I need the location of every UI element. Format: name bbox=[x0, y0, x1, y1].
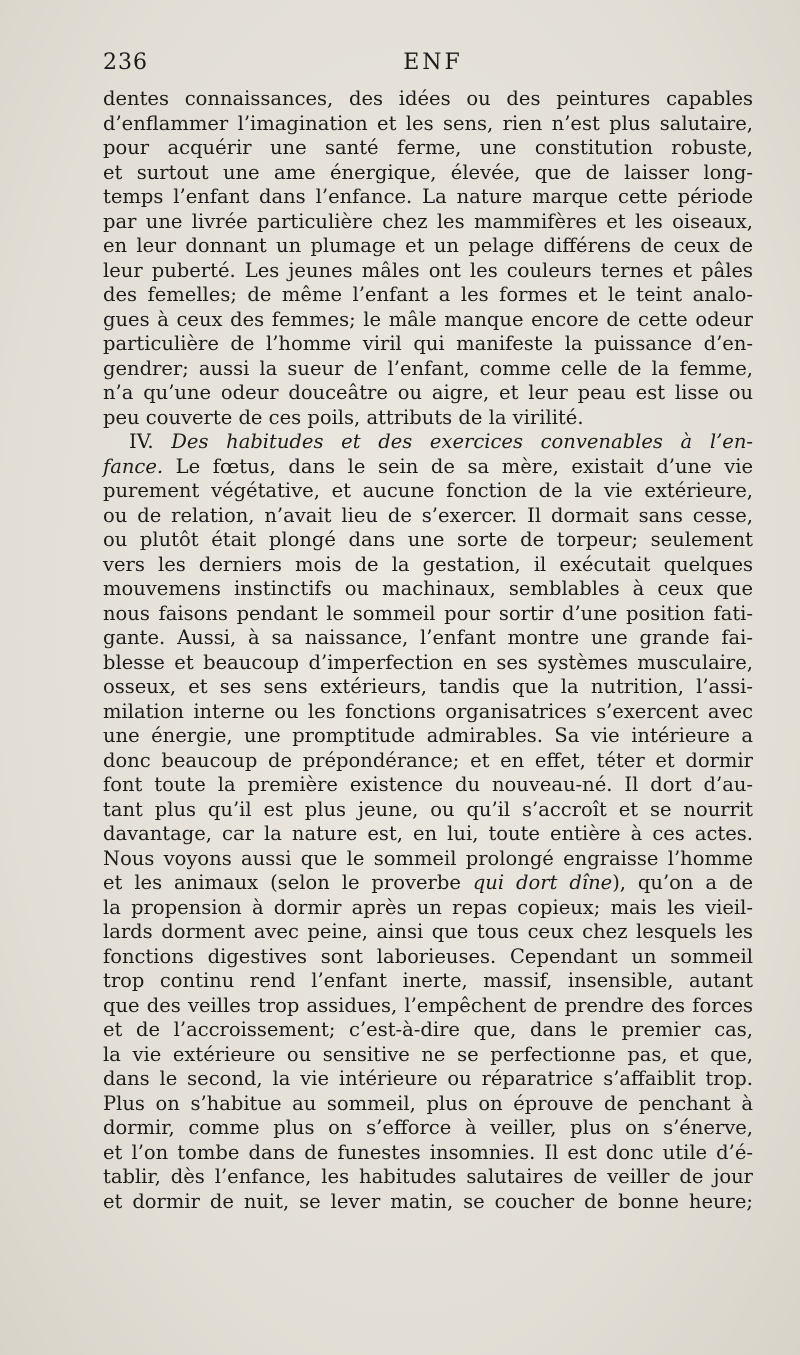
text-segment: ), qu’on a de bbox=[612, 871, 754, 894]
text-line: la vie extérieure ou sensitive ne se perfectionne pas, et que, bbox=[103, 1042, 753, 1066]
text-line: n’a qu’une odeur douceâtre ou aigre, et leur peau est lisse ou bbox=[103, 381, 753, 404]
page-header bbox=[103, 50, 763, 80]
italic-segment: qui dort dîne bbox=[472, 871, 613, 894]
text-line bbox=[103, 455, 753, 480]
text-line: nous faisons pendant le sommeil pour sortir d’une position fati- bbox=[103, 601, 753, 625]
text-line: particulière de l’homme viril qui manifeste la puissance d’en- bbox=[103, 332, 753, 355]
text-line: dans le second, la vie intérieure ou réparatrice s’affaiblit trop. bbox=[103, 1067, 753, 1090]
text-line: pour acquérir une santé ferme, une constitution robuste, bbox=[103, 136, 753, 159]
text-line: blesse et beaucoup d’imperfection en ses systèmes musculaire, bbox=[103, 650, 753, 674]
italic-segment: fance. bbox=[103, 454, 164, 478]
text-line: dentes connaissances, des idées ou des peintures capables bbox=[103, 87, 753, 110]
text-line: mouvemens instinctifs ou machinaux, semblables à ceux que bbox=[103, 577, 753, 600]
text-line: ou de relation, n’avait lieu de s’exercer. Il dormait sans cesse, bbox=[103, 503, 753, 527]
text-line: par une livrée particulière chez les mammifères et les oiseaux, bbox=[103, 209, 753, 233]
text-line: gues à ceux des femmes; le mâle manque encore de cette odeur bbox=[103, 307, 753, 331]
text-line: tablir, dès l’enfance, les habitudes salutaires de veiller de jour bbox=[103, 1165, 753, 1188]
text-line: tant plus qu’il est plus jeune, ou qu’il s’accroît et se nourrit bbox=[103, 797, 753, 821]
italic-segment: Des habitudes et des exercices convenables à l’en- bbox=[171, 430, 753, 453]
text-line: et surtout une ame énergique, élevée, que de laisser long- bbox=[103, 160, 753, 184]
text-line: et l’on tombe dans de funestes insomnies. Il est donc utile d’é- bbox=[103, 1140, 753, 1164]
text-line: gante. Aussi, à sa naissance, l’enfant montre une grande fai- bbox=[103, 626, 753, 649]
text-line: milation interne ou les fonctions organisatrices s’exercent avec bbox=[103, 699, 753, 723]
page-number: 236 bbox=[103, 50, 148, 75]
text-line: gendrer; aussi la sueur de l’enfant, comme celle de la femme, bbox=[103, 356, 753, 380]
running-head: ENF bbox=[403, 50, 463, 75]
text-line: purement végétative, et aucune fonction de la vie extérieure, bbox=[103, 479, 753, 502]
text-line: peu couverte de ces poils, attributs de la virilité. bbox=[103, 405, 584, 429]
text-line: donc beaucoup de prépondérance; et en effet, téter et dormir bbox=[103, 748, 753, 772]
text-line: d’enflammer l’imagination et les sens, rien n’est plus salutaire, bbox=[103, 111, 753, 135]
text-line: font toute la première existence du nouveau-né. Il dort d’au- bbox=[103, 773, 753, 796]
text-line: et dormir de nuit, se lever matin, se coucher de bonne heure; bbox=[103, 1189, 753, 1213]
text-line: une énergie, une promptitude admirables. Sa vie intérieure a bbox=[103, 724, 753, 747]
text-line: davantage, car la nature est, en lui, toute entière à ces actes. bbox=[103, 822, 753, 845]
text-line: lards dorment avec peine, ainsi que tous ceux chez lesquels les bbox=[103, 920, 753, 943]
text-line: en leur donnant un plumage et un pelage différens de ceux de bbox=[103, 234, 753, 257]
text-line: des femelles; de même l’enfant a les formes et le teint analo- bbox=[103, 283, 753, 306]
text-line: leur puberté. Les jeunes mâles ont les couleurs ternes et pâles bbox=[103, 258, 753, 282]
text-line: Nous voyons aussi que le sommeil prolongé engraisse l’homme bbox=[103, 846, 753, 870]
text-segment: IV. bbox=[129, 430, 172, 453]
text-line: fonctions digestives sont laborieuses. Cependant un sommeil bbox=[103, 944, 753, 968]
text-line: la propension à dormir après un repas copieux; mais les vieil- bbox=[103, 895, 753, 919]
text-line: ou plutôt était plongé dans une sorte de torpeur; seulement bbox=[103, 528, 753, 551]
text-line: et de l’accroissement; c’est-à-dire que, dans le premier cas, bbox=[103, 1018, 753, 1041]
text-line: dormir, comme plus on s’efforce à veiller, plus on s’énerve, bbox=[103, 1116, 753, 1139]
text-line bbox=[103, 430, 753, 455]
text-segment: Le fœtus, dans le sein de sa mère, existait d’une vie bbox=[163, 454, 753, 478]
body-text bbox=[103, 87, 753, 1214]
text-line: vers les derniers mois de la gestation, il exécutait quelques bbox=[103, 552, 753, 576]
text-line: temps l’enfant dans l’enfance. La nature marque cette période bbox=[103, 185, 753, 208]
text-segment: et les animaux (selon le proverbe bbox=[103, 871, 473, 894]
text-line: osseux, et ses sens extérieurs, tandis que la nutrition, l’assi- bbox=[103, 675, 753, 698]
text-line: trop continu rend l’enfant inerte, massif, insensible, autant bbox=[103, 969, 753, 992]
text-line: que des veilles trop assidues, l’empêchent de prendre des forces bbox=[103, 993, 753, 1017]
text-line bbox=[103, 871, 753, 896]
text-line: Plus on s’habitue au sommeil, plus on éprouve de penchant à bbox=[103, 1091, 753, 1115]
